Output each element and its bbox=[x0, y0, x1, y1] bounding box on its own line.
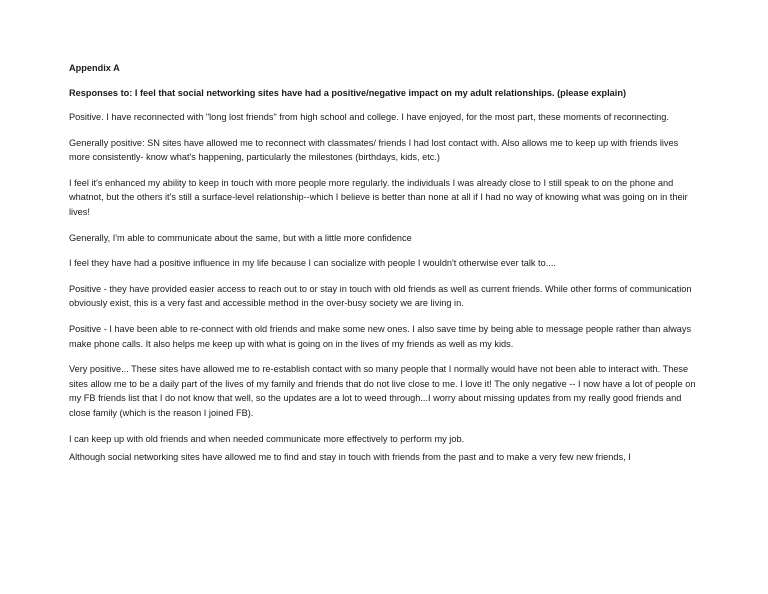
response-item: I feel they have had a positive influence in my life because I can socialize with people I wouldn't otherwise ever talk to.... bbox=[69, 258, 556, 269]
response-item: Generally positive: SN sites have allowed me to reconnect with classmates/ friends I had lost contact with. Also allows me to keep up with friends lives more consistently- know what's happening, particularly the milestones (birthdays, kids, etc.) bbox=[69, 137, 679, 163]
response-item: Very positive... These sites have allowed me to re-establish contact with so many people that I normally would have not been able to interact with. These sites allow me to be a daily part of the lives of my family and friends that do not live close to me. I love it! The only negative -- I now have a lot of people on my FB friends list that I do not know that well, so the updates are a lot to weed through...I worry about missing updates from my really good friends and close family (which is the reason I joined FB). bbox=[69, 364, 696, 418]
response-item: Positive - they have provided easier access to reach out to or stay in touch with old friends as well as current friends. While other forms of communication obviously exist, this is a very fast and accessible method in the over-busy society we are living in. bbox=[69, 283, 692, 309]
response-item: I can keep up with old friends and when needed communicate more effectively to perform my job. bbox=[69, 433, 465, 444]
survey-prompt: Responses to: I feel that social networking sites have had a positive/negative impact on my adult relationships. (please explain) bbox=[69, 88, 627, 98]
response-list bbox=[69, 110, 698, 465]
document-page bbox=[69, 62, 698, 476]
response-item: Although social networking sites have allowed me to find and stay in touch with friends from the past and to make a very few new friends, I bbox=[69, 452, 631, 463]
appendix-title: Appendix A bbox=[69, 63, 120, 73]
response-item: Positive. I have reconnected with "long lost friends" from high school and college. I have enjoyed, for the most part, these moments of reconnecting. bbox=[69, 112, 669, 122]
response-item: Positive - I have been able to re-connect with old friends and make some new ones. I also save time by being able to message people rather than always make phone calls. It also helps me keep up with what is going on in the lives of my friends as well as my kids. bbox=[69, 323, 692, 349]
response-item: I feel it's enhanced my ability to keep in touch with more people more regularly. the individuals I was already close to I still speak to on the phone and whatnot, but the others it's still a surface-level relationship--which I believe is better than none at all if I had no way of knowing what was going on in their lives! bbox=[69, 177, 688, 217]
response-item: Generally, I'm able to communicate about the same, but with a little more confidence bbox=[69, 232, 412, 243]
